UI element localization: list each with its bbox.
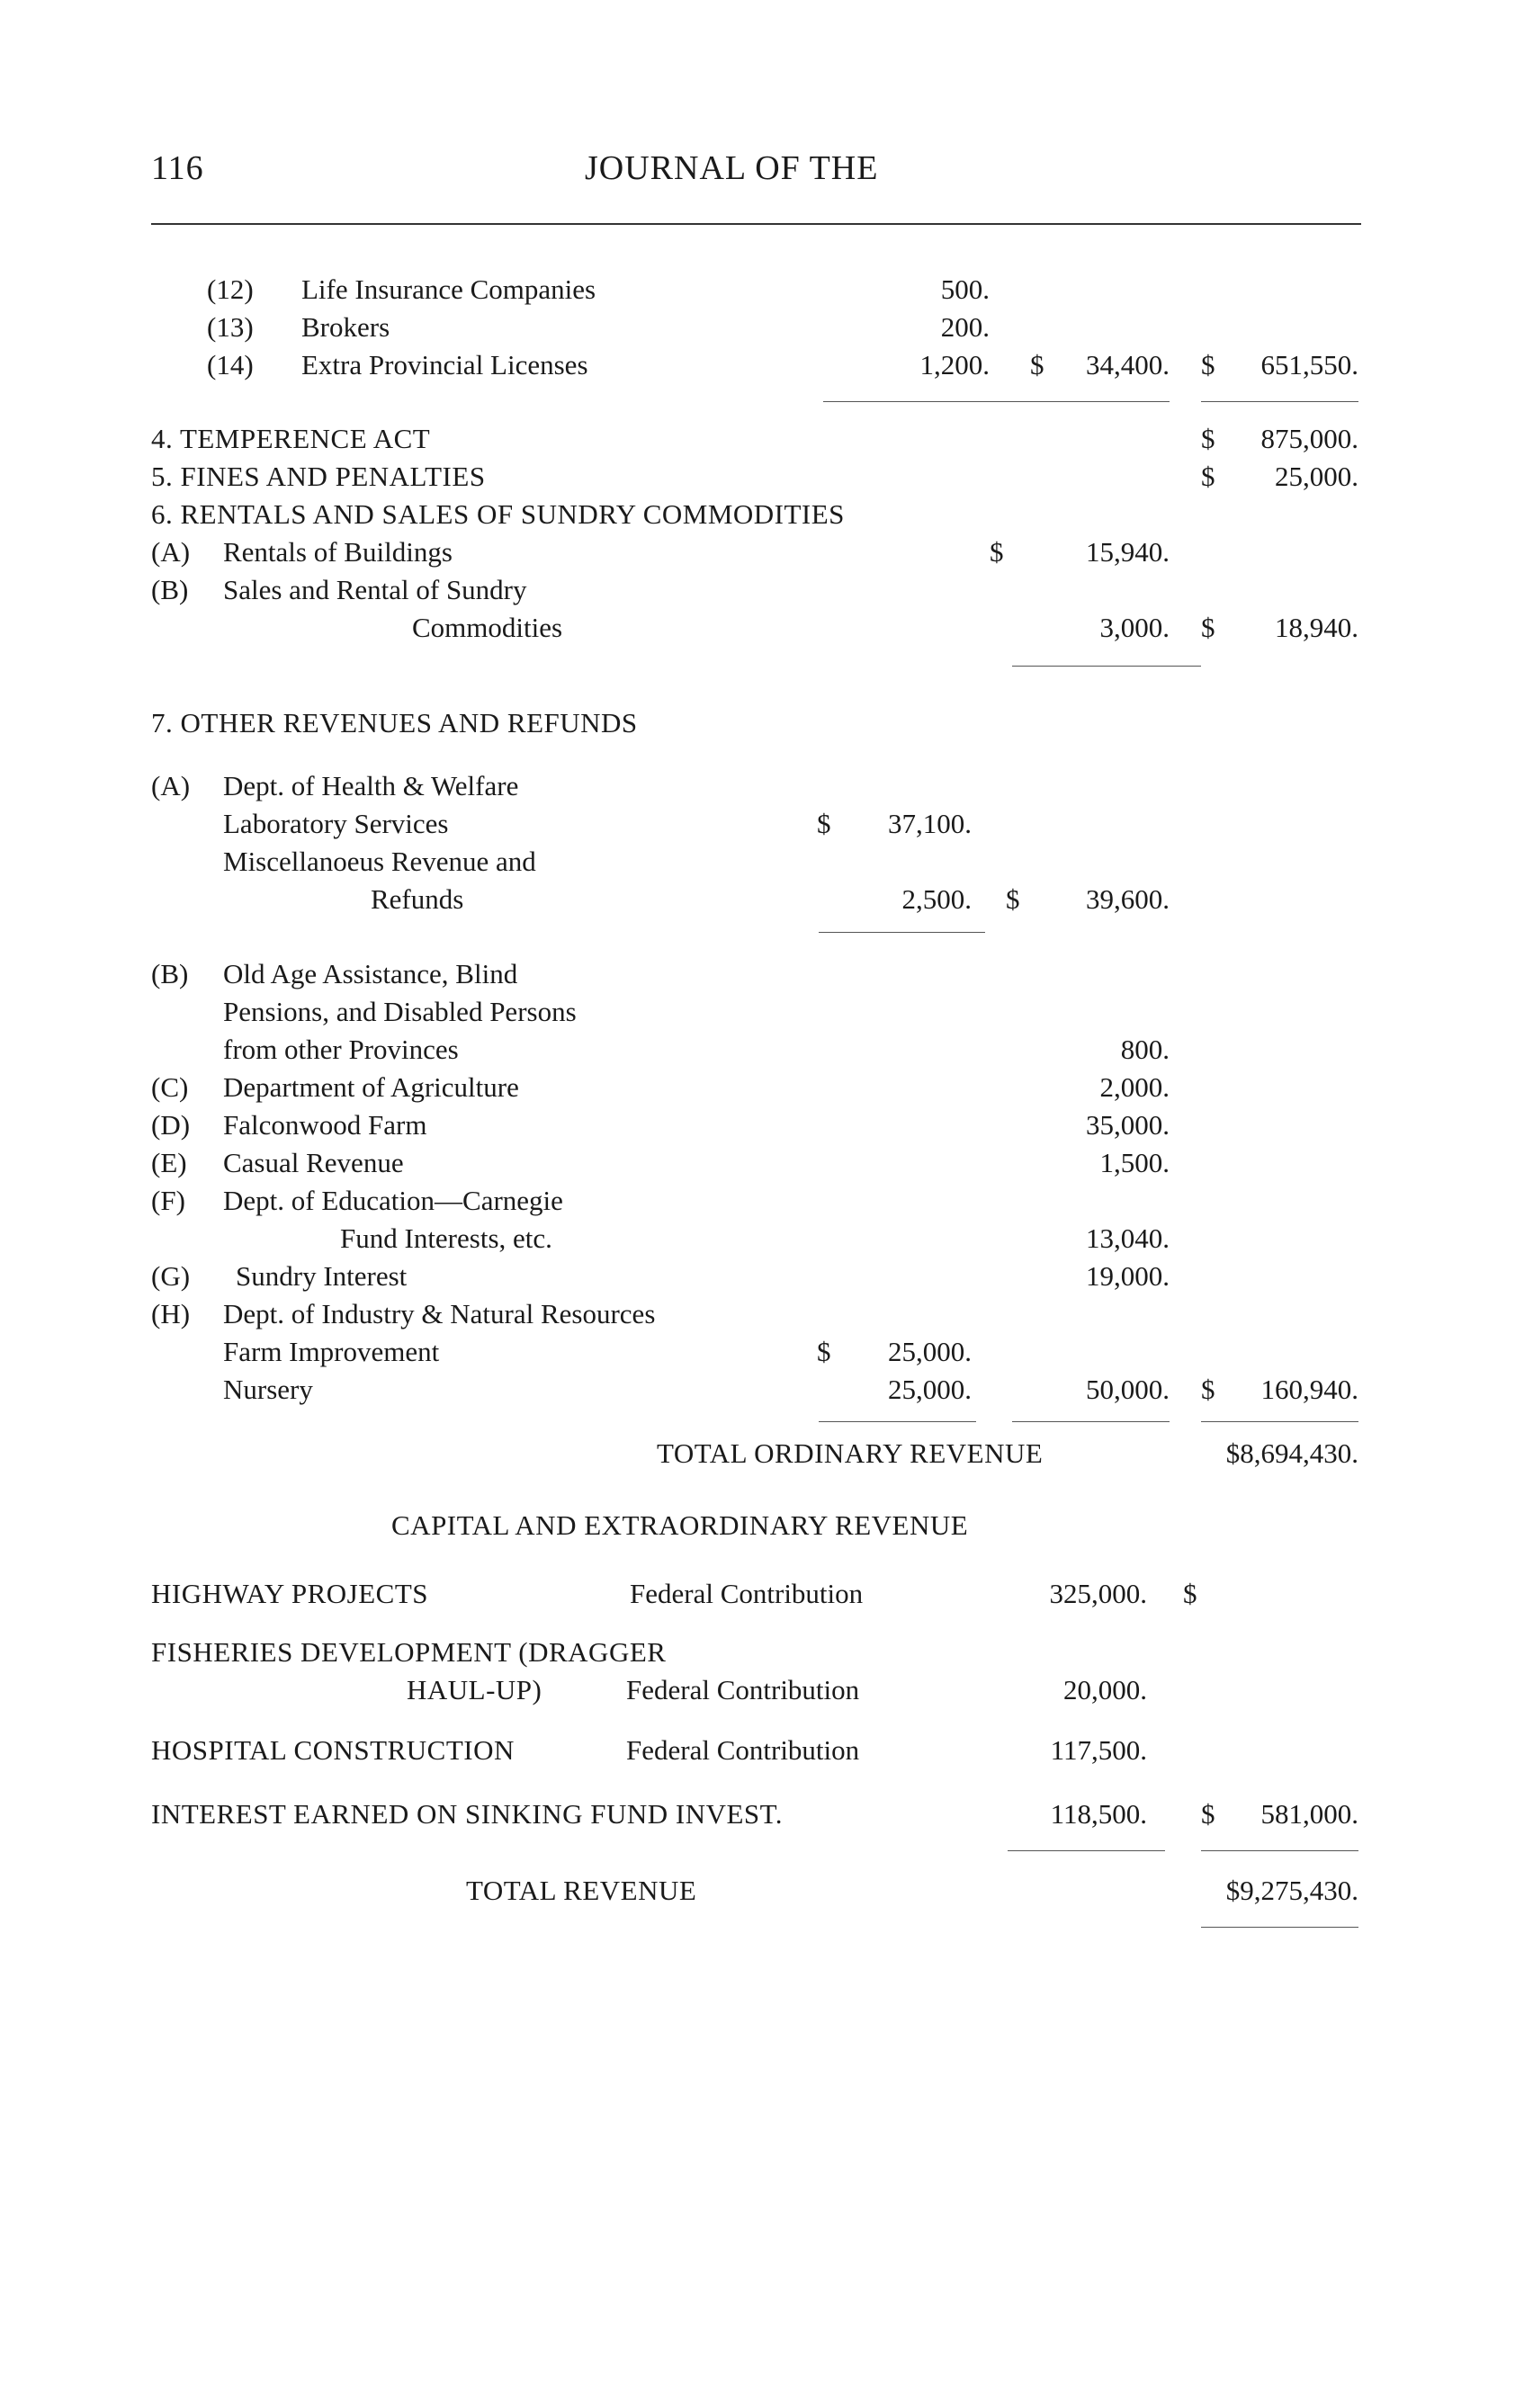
sum-rule — [823, 401, 1170, 402]
total-ordinary-label: TOTAL ORDINARY REVENUE — [657, 1437, 1044, 1469]
sum-rule — [819, 932, 985, 933]
line-num: (14) — [207, 349, 254, 380]
header-rule — [151, 223, 1361, 225]
line-label: HIGHWAY PROJECTS — [151, 1578, 428, 1609]
sum-rule — [1201, 1850, 1358, 1851]
total-amount: 651,550. — [1260, 349, 1358, 380]
sum-rule — [819, 1421, 976, 1422]
line-amount: 118,500. — [1050, 1798, 1147, 1830]
line-label: Dept. of Education—Carnegie — [223, 1185, 563, 1216]
line-amount: 200. — [940, 311, 990, 343]
subtotal-amount: 3,000. — [1099, 612, 1170, 643]
page-number: 116 — [151, 149, 204, 187]
line-label: Old Age Assistance, Blind — [223, 958, 518, 989]
line-num: (D) — [151, 1109, 191, 1141]
line-label: Miscellanoeus Revenue and — [223, 846, 536, 877]
subtotal-amount: 13,040. — [1086, 1222, 1170, 1254]
line-num: (F) — [151, 1185, 185, 1216]
source-label: Federal Contribution — [626, 1674, 860, 1705]
dollar-sign: $ — [1183, 1578, 1197, 1609]
line-num: (A) — [151, 536, 191, 568]
line-num: (A) — [151, 770, 191, 801]
line-amount: 1,200. — [919, 349, 990, 380]
dollar-sign: $ — [1201, 1374, 1215, 1405]
line-label: INTEREST EARNED ON SINKING FUND INVEST. — [151, 1798, 784, 1830]
subtotal-amount: 800. — [1120, 1034, 1170, 1065]
line-label: HAUL-UP) — [407, 1674, 542, 1705]
line-label: Farm Improvement — [223, 1336, 440, 1367]
subtotal-amount: 1,500. — [1099, 1147, 1170, 1178]
dollar-sign: $ — [1030, 349, 1044, 380]
sum-rule — [1008, 1850, 1165, 1851]
line-num: (B) — [151, 958, 189, 989]
subtotal-amount: 50,000. — [1086, 1374, 1170, 1405]
source-label: Federal Contribution — [630, 1578, 864, 1609]
total-amount: 160,940. — [1260, 1374, 1358, 1405]
line-label: HOSPITAL CONSTRUCTION — [151, 1734, 515, 1766]
sum-rule — [1201, 1421, 1358, 1422]
line-amount: 37,100. — [888, 808, 972, 839]
line-label: Commodities — [412, 612, 563, 643]
line-amount: 2,500. — [901, 883, 972, 915]
line-num: (C) — [151, 1071, 189, 1103]
line-label: Sundry Interest — [236, 1260, 408, 1292]
dollar-sign: $ — [1201, 349, 1215, 380]
line-num: (E) — [151, 1147, 187, 1178]
line-label: Casual Revenue — [223, 1147, 404, 1178]
line-amount: 25,000. — [888, 1374, 972, 1405]
dollar-sign: $ — [1201, 461, 1215, 492]
line-label: Laboratory Services — [223, 808, 449, 839]
section-heading: 5. FINES AND PENALTIES — [151, 461, 486, 492]
line-label: Sales and Rental of Sundry — [223, 574, 527, 605]
subtotal-amount: 15,940. — [1086, 536, 1170, 568]
line-label: from other Provinces — [223, 1034, 459, 1065]
line-label: Department of Agriculture — [223, 1071, 519, 1103]
dollar-sign: $ — [990, 536, 1004, 568]
line-num: (B) — [151, 574, 189, 605]
line-num: (13) — [207, 311, 254, 343]
line-label: Nursery — [223, 1374, 313, 1405]
line-label: Pensions, and Disabled Persons — [223, 996, 577, 1027]
dollar-sign: $ — [817, 808, 831, 839]
line-label: Falconwood Farm — [223, 1109, 427, 1141]
sum-rule — [1012, 666, 1201, 667]
line-label: Dept. of Industry & Natural Resources — [223, 1298, 656, 1329]
total-ordinary-amount: $8,694,430. — [1225, 1437, 1358, 1469]
section-heading: 6. RENTALS AND SALES OF SUNDRY COMMODITIES — [151, 498, 845, 530]
dollar-sign: $ — [1201, 423, 1215, 454]
total-revenue-amount: $9,275,430. — [1225, 1875, 1358, 1906]
dollar-sign: $ — [817, 1336, 831, 1367]
subtotal-amount: 19,000. — [1086, 1260, 1170, 1292]
total-amount: 18,940. — [1275, 612, 1358, 643]
sum-rule — [1012, 1421, 1170, 1422]
total-revenue-label: TOTAL REVENUE — [466, 1875, 697, 1906]
line-amount: 25,000. — [888, 1336, 972, 1367]
line-label: Life Insurance Companies — [301, 273, 596, 305]
total-amount: 581,000. — [1260, 1798, 1358, 1830]
dollar-sign: $ — [1201, 1798, 1215, 1830]
dollar-sign: $ — [1006, 883, 1020, 915]
line-label: Refunds — [371, 883, 464, 915]
line-amount: 20,000. — [1063, 1674, 1147, 1705]
line-label: Rentals of Buildings — [223, 536, 453, 568]
sum-rule — [1201, 401, 1358, 402]
subtotal-amount: 2,000. — [1099, 1071, 1170, 1103]
line-label: Dept. of Health & Welfare — [223, 770, 519, 801]
source-label: Federal Contribution — [626, 1734, 860, 1766]
line-label: Extra Provincial Licenses — [301, 349, 588, 380]
page-title: JOURNAL OF THE — [585, 149, 879, 187]
subtotal-amount: 39,600. — [1086, 883, 1170, 915]
line-num: (12) — [207, 273, 254, 305]
total-amount: 875,000. — [1260, 423, 1358, 454]
subtotal-amount: 34,400. — [1086, 349, 1170, 380]
subtotal-amount: 35,000. — [1086, 1109, 1170, 1141]
total-amount: 25,000. — [1275, 461, 1358, 492]
line-label: Fund Interests, etc. — [340, 1222, 552, 1254]
section-heading: 4. TEMPERENCE ACT — [151, 423, 431, 454]
section-heading: 7. OTHER REVENUES AND REFUNDS — [151, 707, 638, 739]
line-label: FISHERIES DEVELOPMENT (DRAGGER — [151, 1636, 667, 1668]
line-label: Brokers — [301, 311, 390, 343]
capital-heading: CAPITAL AND EXTRAORDINARY REVENUE — [391, 1509, 969, 1541]
line-amount: 117,500. — [1050, 1734, 1147, 1766]
sum-rule — [1201, 1927, 1358, 1928]
dollar-sign: $ — [1201, 612, 1215, 643]
line-num: (H) — [151, 1298, 191, 1329]
line-amount: 500. — [940, 273, 990, 305]
line-num: (G) — [151, 1260, 191, 1292]
line-amount: 325,000. — [1049, 1578, 1147, 1609]
